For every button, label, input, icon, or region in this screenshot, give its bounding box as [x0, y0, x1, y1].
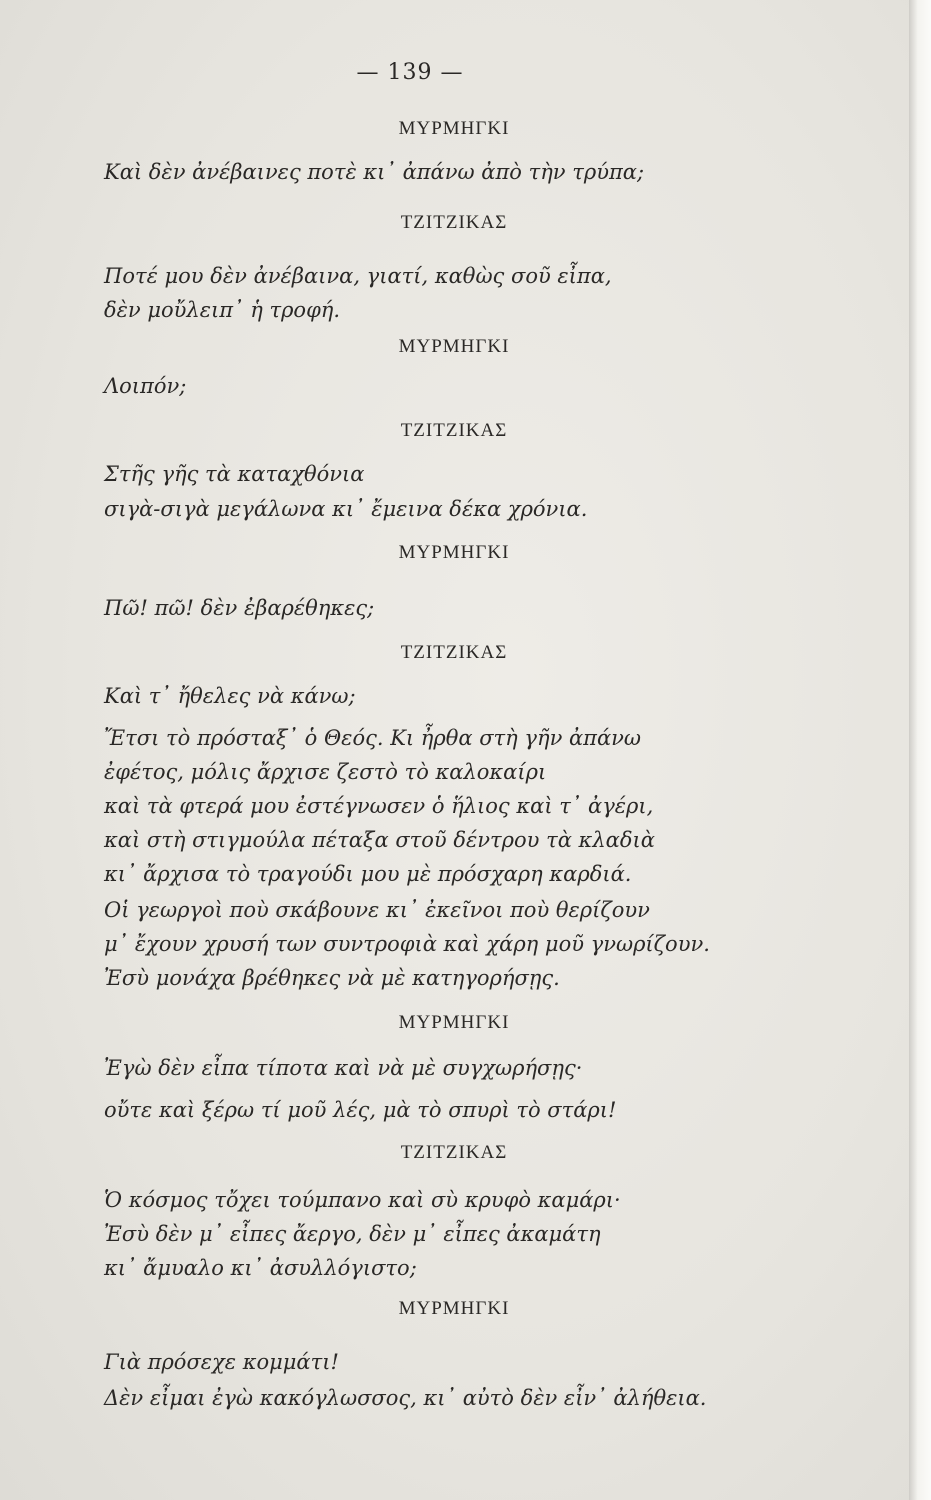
- verse-line: Λοιπόν;: [104, 374, 187, 398]
- speaker-label: ΜΥΡΜΗΓΚΙ: [398, 542, 510, 563]
- page-number: — 139 —: [356, 60, 464, 85]
- verse-line: Στῆς γῆς τὰ καταχθόνια: [104, 462, 365, 486]
- speaker-label: ΤΖΙΤΖΙΚΑΣ: [400, 642, 508, 663]
- verse-line: δὲν μοὔλειπ᾽ ἡ τροφή.: [104, 298, 341, 322]
- speaker-label: ΜΥΡΜΗΓΚΙ: [398, 336, 510, 357]
- speaker-label: ΤΖΙΤΖΙΚΑΣ: [400, 212, 508, 233]
- page-edge: [909, 0, 931, 1500]
- verse-line: Ἔτσι τὸ πρόσταξ᾽ ὁ Θεός. Κι ἦρθα στὴ γῆν ἀπάνω: [104, 726, 642, 750]
- verse-line: καὶ τὰ φτερά μου ἐστέγνωσεν ὁ ἥλιος καὶ τ᾽ ἀγέρι,: [104, 794, 654, 818]
- verse-line: ἐφέτος, μόλις ἄρχισε ζεστὸ τὸ καλοκαίρι: [104, 760, 547, 784]
- verse-line: Γιὰ πρόσεχε κομμάτι!: [104, 1350, 339, 1374]
- verse-line: σιγὰ-σιγὰ μεγάλωνα κι᾽ ἔμεινα δέκα χρόνια.: [104, 497, 588, 521]
- verse-line: οὔτε καὶ ξέρω τί μοῦ λές, μὰ τὸ σπυρὶ τὸ στάρι!: [104, 1098, 617, 1122]
- speaker-label: ΜΥΡΜΗΓΚΙ: [398, 118, 510, 139]
- speaker-label: ΤΖΙΤΖΙΚΑΣ: [400, 1142, 508, 1163]
- speaker-label: ΜΥΡΜΗΓΚΙ: [398, 1012, 510, 1033]
- verse-line: καὶ στὴ στιγμούλα πέταξα στοῦ δέντρου τὰ κλαδιὰ: [104, 828, 655, 852]
- verse-line: Δὲν εἶμαι ἐγὼ κακόγλωσσος, κι᾽ αὐτὸ δὲν εἶν᾽ ἀλήθεια.: [104, 1386, 707, 1410]
- verse-line: κι᾽ ἄμυαλο κι᾽ ἀσυλλόγιστο;: [104, 1256, 417, 1280]
- speaker-label: ΜΥΡΜΗΓΚΙ: [398, 1298, 510, 1319]
- verse-line: Ἐσὺ δὲν μ᾽ εἶπες ἄεργο, δὲν μ᾽ εἶπες ἀκαμάτη: [104, 1222, 601, 1246]
- verse-line: Πῶ! πῶ! δὲν ἐβαρέθηκες;: [104, 596, 375, 620]
- speaker-label: ΤΖΙΤΖΙΚΑΣ: [400, 420, 508, 441]
- verse-line: Ἐγὼ δὲν εἶπα τίποτα καὶ νὰ μὲ συγχωρήσῃς·: [104, 1056, 583, 1080]
- verse-line: μ᾽ ἔχουν χρυσή των συντροφιὰ καὶ χάρη μοῦ γνωρίζουν.: [104, 932, 710, 956]
- verse-line: Ποτέ μου δὲν ἀνέβαινα, γιατί, καθὼς σοῦ εἶπα,: [104, 264, 612, 288]
- verse-line: Ὁ κόσμος τὄχει τούμπανο καὶ σὺ κρυφὸ καμάρι·: [104, 1188, 621, 1212]
- verse-line: Καὶ δὲν ἀνέβαινες ποτὲ κι᾽ ἀπάνω ἀπὸ τὴν τρύπα;: [104, 160, 645, 184]
- verse-line: Οἱ γεωργοὶ ποὺ σκάβουνε κι᾽ ἐκεῖνοι ποὺ θερίζουν: [104, 898, 650, 922]
- verse-line: κι᾽ ἄρχισα τὸ τραγούδι μου μὲ πρόσχαρη καρδιά.: [104, 862, 632, 886]
- verse-line: Ἐσὺ μονάχα βρέθηκες νὰ μὲ κατηγορήσῃς.: [104, 966, 560, 990]
- verse-line: Καὶ τ᾽ ἤθελες νὰ κάνω;: [104, 684, 356, 708]
